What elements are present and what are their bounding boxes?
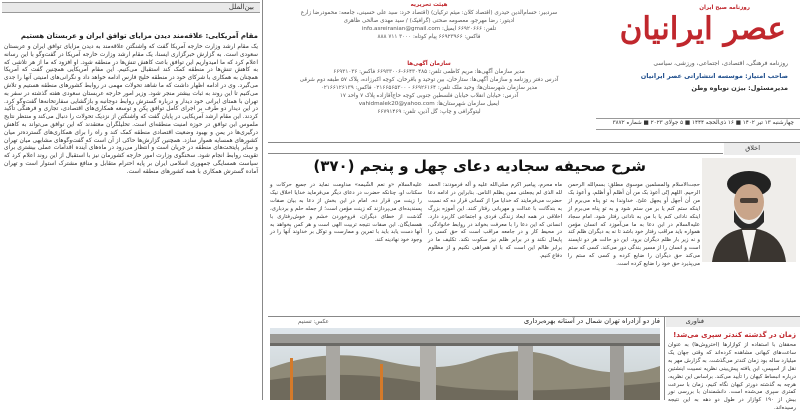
ads-board	[268, 60, 590, 142]
license-holder: صاحب امتیاز: موسسه انتشاراتی عصر ایرانیان	[640, 72, 788, 80]
editorial-line-2: ادیتور: رضا مهرجو، معصومه صحتی (گرافیک) / سید مهدی صالحی ظاهری	[343, 18, 515, 24]
ads-line-4: آدرس: خیابان انقلاب خیابان فلسطین جنوبی کوچه حاج‌آقازاده پلاک ۷ واحد ۱۷	[339, 93, 519, 99]
main-headline: شرح صحیفه سجادیه دعای چهل و پنجم (۳۷۰)	[313, 157, 646, 175]
masthead-logo-block	[592, 0, 800, 118]
main-col-1: حجت‌الاسلام والمسلمین موسوی مطلق: بسم‌الله الرحمن الرحیم. اللهم إنّی أعوذ بک من أن أظلم أو أظلم، و أعوذ بک من أن أجهل أو یجهل علیّ. خداوندا به تو پناه می‌برم از اینکه ستم کنم یا بر من ستم شود و به تو پناه می‌برم از اینکه نادانی کنم یا با من به نادانی رفتار شود. امام سجاد علیه‌السلام در این دعا به ما می‌آموزد که انسان مؤمن همواره باید مراقب رفتار خود باشد تا نه به دیگران ظلم کند و نه زیر بار ظلم دیگران برود. این دو حالت هر دو ناپسند است و انسان را از مسیر بندگی دور می‌کند. کسی که ستم می‌کند حق دیگران را ضایع کرده و کسی که ستم را می‌پذیرد حق خود را ضایع کرده است.	[568, 182, 700, 268]
main-col-3: علیه‌السلام «و نعم الشّیمه» مداومت نماید در جمیع حرکات و سکنات او، چنانکه حضرت در دعای دیگر می‌فرماید خدایا اخلاق نیک را زینت من قرار ده. امام در این بخش از دعا به بیان صفات پسندیده‌ای می‌پردازند که زینت مؤمن است؛ از جمله حلم و بردباری، گذشت از خطای دیگران، فروخوردن خشم و خوش‌رفتاری با همسایگان. این صفات نتیجه تربیت الهی است و هر کس بخواهد به آنها دست یابد باید با تمرین و ممارست و توکل بر خداوند آنها را در وجود خود نهادینه کند.	[270, 182, 422, 244]
masthead-rule	[268, 142, 800, 143]
main-col-2: ماه محرم، پیامبر اکرم صلی‌الله علیه و آله فرمودند: الحمد لله الذی لم یجعلنی ممن یظلم الناس. بنابراین در ادامه دعا حضرت می‌فرمایند که خدایا مرا از کسانی قرار ده که نسبت به بندگانت با عدالت و مهربانی رفتار کنند. این آموزه بزرگ اخلاقی در همه ابعاد زندگی فردی و اجتماعی کاربرد دارد. انسانی که این دعا را با معرفت بخواند در روابط خانوادگی، در محیط کار و در جامعه مراقب است که حق کسی را پایمال نکند و در برابر ظلم نیز سکوت نکند. تکلیف ما در برابر ظالم این است که با او همراهی نکنیم و از مظلوم دفاع کنیم.	[428, 182, 562, 260]
ads-line-5: ایمیل سازمان شهرستان‌ها: vahidmalek20@yahoo.com	[358, 101, 500, 107]
editorial-board-heading: هیئت تحریریه	[410, 2, 448, 8]
tech-divider	[664, 317, 665, 400]
editorial-line-3: تلفن: ۶۶۹۲۰۶۶۶ ایمیل: info.asreiranian@gmail.com	[361, 26, 497, 32]
masthead-logo: عصر ایرانیان	[619, 11, 786, 47]
dateline: چهارشنبه ۱۳ تیر ۱۴۰۲ ■ ۱۶ ذی‌الحجه ۱۴۴۴ ■ ۵ جولای ۲۰۲۳ ■ شماره ۳۸۷۲	[612, 120, 794, 126]
cleric-portrait	[702, 158, 796, 262]
section-bar-international	[2, 2, 260, 13]
logo-kicker: روزنامه صبح ایران	[699, 5, 750, 11]
left-body: یک مقام ارشد وزارت خارجه آمریکا گفت که واشنگتن علاقه‌مند به دیدن مزایای توافق ایران و عربستان سعودی است. به گزارش خبرگزاری ایسنا، یک مقام ارشد وزارت خارجه آمریکا در گفت‌وگو با این رسانه اعلام کرد که ما امیدواریم این توافق باعث کاهش تنش‌ها در منطقه شود. او افزود که ما از هر تلاشی که به کاهش تنش‌ها در منطقه کمک کند استقبال می‌کنیم. این مقام آمریکایی همچنین گفت که آمریکا همچنان به همکاری با شرکای خود در منطقه خلیج فارس ادامه خواهد داد و نگرانی‌های امنیتی آنها را جدی می‌گیرد. وی در ادامه اظهار داشت که ما شاهد تحولات مهمی در روابط کشورهای منطقه هستیم و تلاش می‌کنیم تا این روند به ثبات بیشتر منجر شود. وزیر امور خارجه عربستان سعودی هفته گذشته در سفر به تهران با همتای ایرانی خود دیدار و درباره گسترش روابط دوجانبه و بازگشایی سفارتخانه‌ها گفت‌وگو کرد. در این دیدار دو طرف بر اجرای کامل توافق پکن و توسعه همکاری‌های اقتصادی، تجاری و فرهنگی تأکید کردند. این مقام ارشد آمریکایی در پایان گفت که واشنگتن از نزدیک تحولات را دنبال می‌کند و منتظر نتایج ملموس این توافق در حوزه امنیت منطقه‌ای است. تحلیلگران معتقدند که این توافق می‌تواند به کاهش درگیری‌ها در یمن و بهبود وضعیت اقتصادی منطقه کمک کند و راه را برای همکاری‌های گسترده‌تر میان کشورهای همسایه هموار سازد. همچنین گزارش‌ها حاکی از آن است که گفت‌وگوهای مشابهی میان تهران و سایر پایتخت‌های منطقه در جریان است و انتظار می‌رود در ماه‌های آینده اقدامات عملی بیشتری برای تقویت روابط انجام شود. سخنگوی وزارت امور خارجه کشورمان نیز با استقبال از این روند اعلام کرد که سیاست همسایگی جمهوری اسلامی ایران بر پایه احترام متقابل و منافع مشترک استوار است و تهران آماده گسترش همکاری با همه کشورهای منطقه است.	[4, 44, 258, 175]
tag-akhlagh-bg	[724, 143, 800, 155]
ads-line-6: لیتوگرافی و چاپ: گل آذین، تلفن: ۶۶۷۹۱۴۶۹	[377, 109, 481, 115]
left-column	[0, 0, 262, 400]
photo-headline: فاز دو آزادراه تهران شمال در آستانه بهره‌برداری	[523, 317, 660, 325]
tech-body: محققان با استفاده از کوازارها (اختروش‌ها) به عنوان ساعت‌های کیهانی مشاهده کرده‌اند که وقتی جهان یک میلیارد ساله بود زمان کندتر می‌گذشت. به گزارش مهر به نقل از اسپیس، این یافته پیش‌بینی نظریه نسبیت اینشتین درباره انبساط کیهان را تأیید می‌کند. براساس این نظریه، هرچه به گذشته دورتر کیهان نگاه کنیم، زمان با سرعت کمتری سپری می‌شده است. دانشمندان با بررسی نور بیش از ۱۹۰ کوازار در طول دو دهه به این نتیجه رسیده‌اند.	[668, 342, 797, 412]
left-headline: مقام آمریکایی: علاقه‌مند دیدن مزایای توافق ایران و عربستان هستیم	[20, 32, 258, 40]
tech-headline: زمان در گذشته کندتر سپری می‌شد!	[673, 331, 796, 339]
akhlagh-line	[268, 153, 723, 154]
ads-line-3: مدیر سازمان شهرستان‌ها: وحید ملک تلفن: ۶۶۹۲۶۱۶۴ - ۰۲۱۶۶۵۶۵۳۰۰ فاکس: ۰۲۱۶۶۱۲۶۱۳۹	[320, 85, 538, 91]
highway-photo	[270, 328, 660, 400]
left-divider	[262, 0, 263, 400]
editorial-board	[268, 0, 590, 60]
ads-line-1: مدیر سازمان آگهی‌ها: مریم کاظمی تلفن: ۶۶۴۳۰۴۸۵-۶۶۹۳۳۰۰۶ فاکس: ۶۶۹۳۱۰۳۶	[333, 69, 525, 75]
highway-photo-illustration	[270, 328, 660, 400]
section-label-international: بین‌الملل	[228, 3, 254, 11]
editorial-line-4: فاکس: ۶۶۹۲۳۹۶۶ پیام کوتاه: ۳۰۰۰ ۷۱۱ ۸۸۸	[377, 34, 481, 40]
photo-credit: عکس: تسنیم	[298, 319, 329, 325]
tag-fanavari: فناوری	[685, 317, 704, 325]
director-line: مدیرمسئول: بیژن نوباوه وطن	[691, 84, 788, 92]
ads-board-heading: سازمان آگهی‌ها	[407, 61, 451, 67]
ads-line-2: آدرس دفتر روزنامه و سازمان آگهی‌ها: ستارخان، بین توحید و باقرخان، کوچه اکبرزاده، پلاک ۵۷ طبقه دوم شرقی	[299, 77, 559, 83]
cleric-portrait-illustration	[702, 158, 796, 262]
masthead-tagline: روزنامه فرهنگی، اقتصادی، اجتماعی، ورزشی، سیاسی	[653, 60, 788, 67]
editorial-line-1: سردبیر: حسام‌الدین حیدری (اقتصاد کلان: میثم ترکیان) (اقتصاد خرد: سید علی حسینی، جامعه: محمودرضا زارع	[300, 10, 558, 16]
tag-akhlagh: اخلاق	[745, 144, 760, 152]
